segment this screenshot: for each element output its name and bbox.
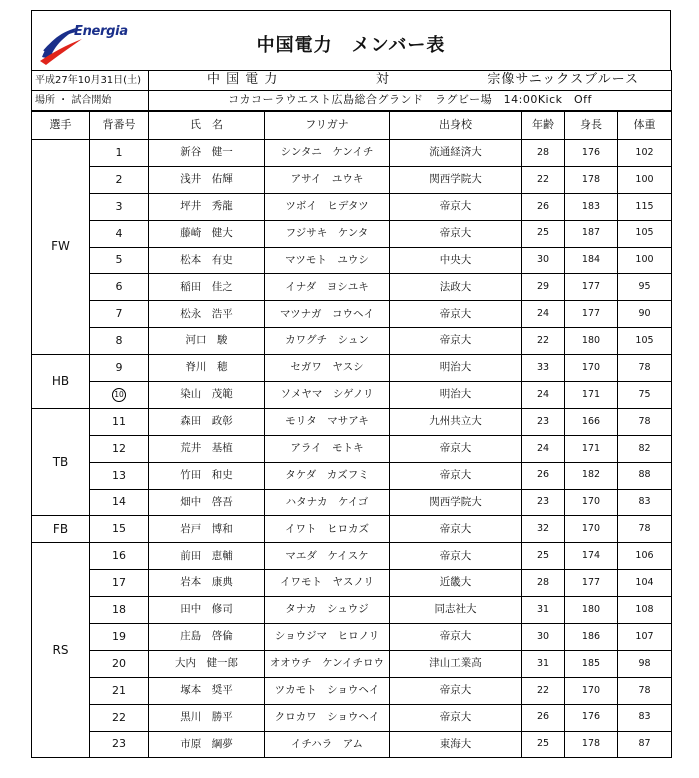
position-group-fw: FW bbox=[32, 140, 90, 355]
player-weight: 95 bbox=[618, 274, 672, 301]
player-name: 浅井 佑輝 bbox=[149, 166, 265, 193]
player-weight: 108 bbox=[618, 597, 672, 624]
player-age: 31 bbox=[522, 597, 565, 624]
player-kana: タケダ カズフミ bbox=[265, 462, 390, 489]
match-cell bbox=[149, 71, 672, 91]
player-name: 田中 修司 bbox=[149, 597, 265, 624]
col-header-age: 年齢 bbox=[522, 112, 565, 140]
player-height: 171 bbox=[565, 435, 618, 462]
member-sheet bbox=[31, 10, 671, 758]
position-group-tb: TB bbox=[32, 408, 90, 516]
player-number bbox=[90, 382, 149, 409]
player-height: 174 bbox=[565, 543, 618, 570]
player-height: 186 bbox=[565, 624, 618, 651]
player-kana: ハタナカ ケイゴ bbox=[265, 489, 390, 516]
player-number: 8 bbox=[90, 328, 149, 355]
player-row bbox=[32, 140, 672, 167]
player-weight: 115 bbox=[618, 193, 672, 220]
player-weight: 104 bbox=[618, 570, 672, 597]
player-name: 新谷 健一 bbox=[149, 140, 265, 167]
player-height: 170 bbox=[565, 489, 618, 516]
player-height: 176 bbox=[565, 140, 618, 167]
player-name: 河口 駿 bbox=[149, 328, 265, 355]
player-kana: カワグチ シュン bbox=[265, 328, 390, 355]
player-age: 33 bbox=[522, 355, 565, 382]
player-number: 17 bbox=[90, 570, 149, 597]
player-row bbox=[32, 382, 672, 409]
player-height: 177 bbox=[565, 301, 618, 328]
player-age: 30 bbox=[522, 624, 565, 651]
player-height: 171 bbox=[565, 382, 618, 409]
player-kana: イワモト ヤスノリ bbox=[265, 570, 390, 597]
player-row bbox=[32, 704, 672, 731]
player-school: 帝京大 bbox=[390, 677, 522, 704]
player-age: 26 bbox=[522, 462, 565, 489]
player-height: 166 bbox=[565, 408, 618, 435]
player-school: 流通経済大 bbox=[390, 140, 522, 167]
player-school: 近畿大 bbox=[390, 570, 522, 597]
player-weight: 83 bbox=[618, 704, 672, 731]
player-row bbox=[32, 166, 672, 193]
player-kana: ツカモト ショウヘイ bbox=[265, 677, 390, 704]
player-weight: 75 bbox=[618, 382, 672, 409]
player-school: 帝京大 bbox=[390, 328, 522, 355]
player-weight: 78 bbox=[618, 516, 672, 543]
player-row bbox=[32, 650, 672, 677]
player-name: 岩本 康典 bbox=[149, 570, 265, 597]
player-row bbox=[32, 462, 672, 489]
player-weight: 102 bbox=[618, 140, 672, 167]
venue-row bbox=[32, 91, 672, 111]
col-header-height: 身長 bbox=[565, 112, 618, 140]
vs-label: 対 bbox=[375, 72, 390, 88]
player-school: 同志社大 bbox=[390, 597, 522, 624]
player-number: 11 bbox=[90, 408, 149, 435]
player-height: 170 bbox=[565, 355, 618, 382]
player-name: 脊川 穂 bbox=[149, 355, 265, 382]
col-header-weight: 体重 bbox=[618, 112, 672, 140]
player-height: 177 bbox=[565, 274, 618, 301]
player-row bbox=[32, 328, 672, 355]
player-height: 187 bbox=[565, 220, 618, 247]
player-name: 竹田 和史 bbox=[149, 462, 265, 489]
player-height: 184 bbox=[565, 247, 618, 274]
player-number: 19 bbox=[90, 624, 149, 651]
player-kana: クロカワ ショウヘイ bbox=[265, 704, 390, 731]
player-age: 32 bbox=[522, 516, 565, 543]
player-kana: ツボイ ヒデタツ bbox=[265, 193, 390, 220]
player-school: 中央大 bbox=[390, 247, 522, 274]
player-number: 15 bbox=[90, 516, 149, 543]
venue-label: 場所 ・ 試合開始 bbox=[32, 91, 149, 111]
player-school: 明治大 bbox=[390, 382, 522, 409]
player-height: 185 bbox=[565, 650, 618, 677]
player-age: 24 bbox=[522, 382, 565, 409]
player-age: 23 bbox=[522, 489, 565, 516]
player-kana: タナカ シュウジ bbox=[265, 597, 390, 624]
player-kana: イナダ ヨシユキ bbox=[265, 274, 390, 301]
player-row bbox=[32, 247, 672, 274]
player-weight: 78 bbox=[618, 355, 672, 382]
player-age: 23 bbox=[522, 408, 565, 435]
player-row bbox=[32, 570, 672, 597]
brand-name: Energia bbox=[74, 24, 128, 39]
player-kana: イチハラ アム bbox=[265, 731, 390, 758]
player-number: 16 bbox=[90, 543, 149, 570]
player-number: 22 bbox=[90, 704, 149, 731]
col-header-position: 選手 bbox=[32, 112, 90, 140]
player-weight: 106 bbox=[618, 543, 672, 570]
match-date: 平成27年10月31日(土) bbox=[32, 71, 149, 91]
player-number: 13 bbox=[90, 462, 149, 489]
col-header-kana: フリガナ bbox=[265, 112, 390, 140]
player-age: 25 bbox=[522, 731, 565, 758]
away-team: 宗像サニックスブルース bbox=[487, 72, 639, 88]
player-weight: 83 bbox=[618, 489, 672, 516]
player-number: 3 bbox=[90, 193, 149, 220]
player-school: 東海大 bbox=[390, 731, 522, 758]
player-height: 178 bbox=[565, 731, 618, 758]
player-name: 庄島 啓倫 bbox=[149, 624, 265, 651]
player-school: 九州共立大 bbox=[390, 408, 522, 435]
position-group-hb: HB bbox=[32, 355, 90, 409]
player-age: 26 bbox=[522, 704, 565, 731]
player-kana: アサイ ユウキ bbox=[265, 166, 390, 193]
player-row bbox=[32, 220, 672, 247]
player-kana: イワト ヒロカズ bbox=[265, 516, 390, 543]
player-name: 黒川 勝平 bbox=[149, 704, 265, 731]
player-school: 帝京大 bbox=[390, 543, 522, 570]
player-height: 170 bbox=[565, 677, 618, 704]
player-school: 法政大 bbox=[390, 274, 522, 301]
venue-value: コカコーラウエスト広島総合グランド ラグビー場 14:00Kick Off bbox=[149, 91, 672, 111]
player-height: 177 bbox=[565, 570, 618, 597]
col-header-name: 氏 名 bbox=[149, 112, 265, 140]
player-row bbox=[32, 677, 672, 704]
player-age: 22 bbox=[522, 328, 565, 355]
info-table bbox=[31, 70, 672, 111]
player-age: 24 bbox=[522, 435, 565, 462]
player-name: 岩戸 博和 bbox=[149, 516, 265, 543]
player-number: 23 bbox=[90, 731, 149, 758]
player-weight: 105 bbox=[618, 328, 672, 355]
player-row bbox=[32, 516, 672, 543]
player-number: 21 bbox=[90, 677, 149, 704]
player-school: 関西学院大 bbox=[390, 166, 522, 193]
player-number: 18 bbox=[90, 597, 149, 624]
col-header-school: 出身校 bbox=[390, 112, 522, 140]
player-school: 帝京大 bbox=[390, 462, 522, 489]
circled-number: 10 bbox=[112, 388, 126, 402]
player-number: 5 bbox=[90, 247, 149, 274]
player-age: 28 bbox=[522, 570, 565, 597]
player-age: 28 bbox=[522, 140, 565, 167]
player-kana: オオウチ ケンイチロウ bbox=[265, 650, 390, 677]
player-age: 25 bbox=[522, 543, 565, 570]
player-kana: マツナガ コウヘイ bbox=[265, 301, 390, 328]
player-school: 津山工業高 bbox=[390, 650, 522, 677]
player-weight: 78 bbox=[618, 408, 672, 435]
player-kana: マツモト ユウシ bbox=[265, 247, 390, 274]
player-number: 6 bbox=[90, 274, 149, 301]
player-row bbox=[32, 274, 672, 301]
player-name: 荒井 基植 bbox=[149, 435, 265, 462]
player-kana: アライ モトキ bbox=[265, 435, 390, 462]
player-school: 帝京大 bbox=[390, 220, 522, 247]
player-kana: シンタニ ケンイチ bbox=[265, 140, 390, 167]
player-name: 坪井 秀龍 bbox=[149, 193, 265, 220]
player-name: 松永 浩平 bbox=[149, 301, 265, 328]
player-school: 関西学院大 bbox=[390, 489, 522, 516]
player-kana: セガワ ヤスシ bbox=[265, 355, 390, 382]
position-group-rs: RS bbox=[32, 543, 90, 758]
player-weight: 100 bbox=[618, 166, 672, 193]
player-height: 170 bbox=[565, 516, 618, 543]
player-kana: フジサキ ケンタ bbox=[265, 220, 390, 247]
player-age: 29 bbox=[522, 274, 565, 301]
player-height: 183 bbox=[565, 193, 618, 220]
player-number: 20 bbox=[90, 650, 149, 677]
player-weight: 82 bbox=[618, 435, 672, 462]
player-kana: モリタ マサアキ bbox=[265, 408, 390, 435]
player-weight: 100 bbox=[618, 247, 672, 274]
player-name: 森田 政彰 bbox=[149, 408, 265, 435]
player-height: 176 bbox=[565, 704, 618, 731]
player-name: 染山 茂範 bbox=[149, 382, 265, 409]
player-number: 1 bbox=[90, 140, 149, 167]
player-kana: ショウジマ ヒロノリ bbox=[265, 624, 390, 651]
player-row bbox=[32, 597, 672, 624]
player-name: 畑中 啓吾 bbox=[149, 489, 265, 516]
home-team: 中 国 電 力 bbox=[207, 72, 279, 88]
roster-table bbox=[31, 111, 672, 758]
player-school: 帝京大 bbox=[390, 435, 522, 462]
player-row bbox=[32, 489, 672, 516]
player-weight: 105 bbox=[618, 220, 672, 247]
match-row bbox=[32, 71, 672, 91]
player-kana: マエダ ケイスケ bbox=[265, 543, 390, 570]
player-school: 帝京大 bbox=[390, 704, 522, 731]
player-number: 9 bbox=[90, 355, 149, 382]
player-row bbox=[32, 301, 672, 328]
player-name: 市原 綱夢 bbox=[149, 731, 265, 758]
player-weight: 98 bbox=[618, 650, 672, 677]
player-row bbox=[32, 355, 672, 382]
player-height: 180 bbox=[565, 328, 618, 355]
sheet-header bbox=[31, 10, 671, 70]
player-weight: 87 bbox=[618, 731, 672, 758]
player-age: 22 bbox=[522, 166, 565, 193]
player-name: 稲田 佳之 bbox=[149, 274, 265, 301]
column-header-row bbox=[32, 112, 672, 140]
player-number: 4 bbox=[90, 220, 149, 247]
player-age: 22 bbox=[522, 677, 565, 704]
player-school: 帝京大 bbox=[390, 624, 522, 651]
player-weight: 88 bbox=[618, 462, 672, 489]
player-height: 182 bbox=[565, 462, 618, 489]
player-name: 前田 恵輔 bbox=[149, 543, 265, 570]
player-school: 帝京大 bbox=[390, 193, 522, 220]
player-row bbox=[32, 408, 672, 435]
page-title: 中国電力 メンバー表 bbox=[256, 35, 446, 56]
player-weight: 78 bbox=[618, 677, 672, 704]
player-row bbox=[32, 624, 672, 651]
player-name: 大内 健一郎 bbox=[149, 650, 265, 677]
player-age: 24 bbox=[522, 301, 565, 328]
player-height: 178 bbox=[565, 166, 618, 193]
player-number: 14 bbox=[90, 489, 149, 516]
player-number: 12 bbox=[90, 435, 149, 462]
player-number: 2 bbox=[90, 166, 149, 193]
player-row bbox=[32, 193, 672, 220]
player-age: 30 bbox=[522, 247, 565, 274]
player-weight: 107 bbox=[618, 624, 672, 651]
player-name: 松本 有史 bbox=[149, 247, 265, 274]
player-age: 31 bbox=[522, 650, 565, 677]
position-group-fb: FB bbox=[32, 516, 90, 543]
player-row bbox=[32, 435, 672, 462]
player-school: 明治大 bbox=[390, 355, 522, 382]
player-age: 25 bbox=[522, 220, 565, 247]
player-name: 藤崎 健大 bbox=[149, 220, 265, 247]
player-school: 帝京大 bbox=[390, 516, 522, 543]
player-number: 7 bbox=[90, 301, 149, 328]
player-kana: ソメヤマ シゲノリ bbox=[265, 382, 390, 409]
player-row bbox=[32, 543, 672, 570]
player-height: 180 bbox=[565, 597, 618, 624]
player-weight: 90 bbox=[618, 301, 672, 328]
player-name: 塚本 奨平 bbox=[149, 677, 265, 704]
col-header-number: 背番号 bbox=[90, 112, 149, 140]
player-row bbox=[32, 731, 672, 758]
player-age: 26 bbox=[522, 193, 565, 220]
player-school: 帝京大 bbox=[390, 301, 522, 328]
